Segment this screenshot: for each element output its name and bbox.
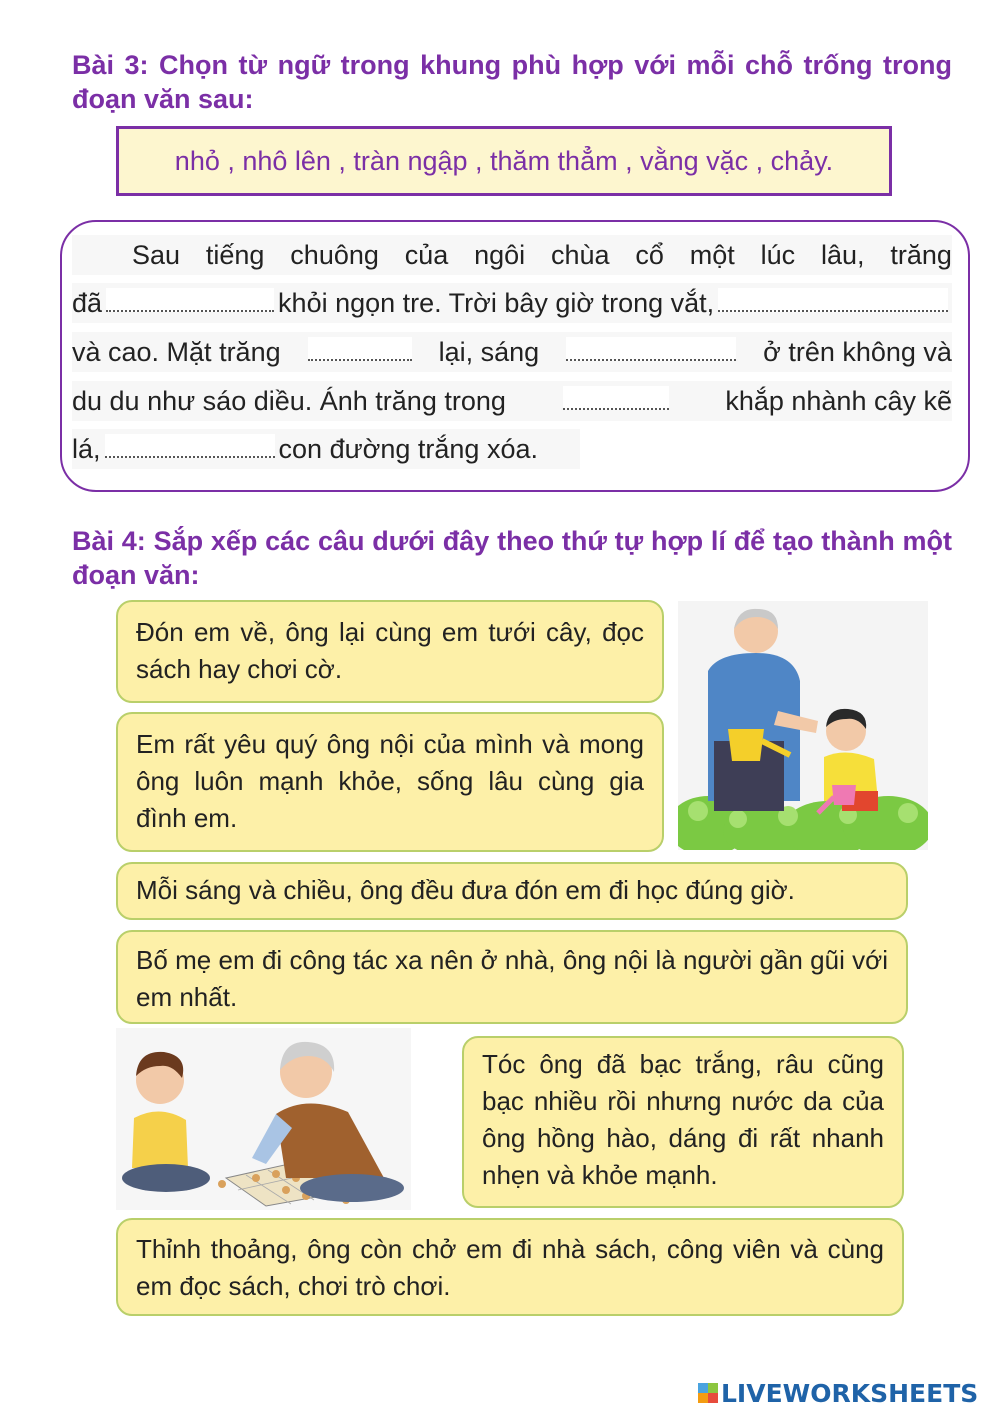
- passage-text: lá,: [72, 434, 101, 464]
- blank-4-input[interactable]: [566, 337, 736, 361]
- sentence-card[interactable]: [116, 930, 908, 1024]
- word: một: [689, 240, 735, 270]
- passage-text: con đường trắng xóa.: [278, 434, 538, 464]
- blank-1-input[interactable]: [106, 288, 274, 312]
- passage-text: khỏi ngọn tre. Trời bây giờ trong vắt,: [278, 288, 715, 318]
- grandpa-playing-chess-image: [116, 1028, 411, 1210]
- grandpa-watering-plants-image: [678, 601, 928, 850]
- exercise-3-heading: Bài 3: Chọn từ ngữ trong khung phù hợp với mỗi chỗ trống trong đoạn văn sau:: [72, 50, 952, 114]
- word-bank-text: nhỏ , nhô lên , tràn ngập , thăm thẳm , vằng vặc , chảy.: [174, 145, 834, 176]
- passage-text: du du như sáo diều. Ánh trăng trong: [72, 386, 506, 416]
- word: tiếng: [205, 240, 265, 270]
- sentence-card[interactable]: [116, 862, 908, 920]
- sentence-card[interactable]: [116, 1218, 904, 1316]
- word-bank-box: [116, 126, 892, 196]
- sentence-card[interactable]: [462, 1036, 904, 1208]
- word: chuông: [290, 240, 379, 270]
- word: chùa: [551, 240, 610, 270]
- exercise-4-heading: Bài 4: Sắp xếp các câu dưới đây theo thứ tự hợp lí để tạo thành một đoạn văn:: [72, 526, 952, 590]
- word: lúc: [760, 240, 796, 270]
- blank-3-input[interactable]: [308, 337, 412, 361]
- blank-6-input[interactable]: [105, 434, 275, 458]
- blank-2-input[interactable]: [718, 288, 948, 312]
- blank-5-input[interactable]: [563, 386, 669, 410]
- word: trăng: [890, 240, 952, 270]
- passage-line-2: [72, 283, 952, 323]
- passage-line-4: [72, 381, 952, 421]
- passage-text: ở trên không và: [763, 337, 952, 367]
- logo-mark-icon: [698, 1383, 718, 1403]
- sentence-text: Thỉnh thoảng, ông còn chở em đi nhà sách, công viên và cùng em đọc sách, chơi trò chơi.: [136, 1234, 884, 1301]
- passage-line-3: [72, 332, 952, 372]
- passage-line-5: [72, 429, 580, 469]
- word: cổ: [635, 240, 664, 270]
- passage-line-1: [72, 235, 952, 275]
- logo-text: LIVEWORKSHEETS: [721, 1378, 979, 1408]
- word: Sau: [132, 240, 181, 270]
- sentence-text: Bố mẹ em đi công tác xa nên ở nhà, ông nội là người gần gũi với em nhất.: [136, 945, 888, 1012]
- word: của: [404, 240, 449, 270]
- passage-text: lại, sáng: [438, 337, 540, 367]
- passage-text: và cao. Mặt trăng: [72, 337, 281, 367]
- sentence-text: Mỗi sáng và chiều, ông đều đưa đón em đi học đúng giờ.: [136, 875, 795, 905]
- word: lâu,: [821, 240, 865, 270]
- sentence-text: Em rất yêu quý ông nội của mình và mong ông luôn mạnh khỏe, sống lâu cùng gia đình em.: [136, 729, 644, 833]
- liveworksheets-logo: [698, 1378, 978, 1408]
- sentence-text: Tóc ông đã bạc trắng, râu cũng bạc nhiều rồi nhưng nước da của ông hồng hào, dáng đi rất nhanh nhẹn và khỏe mạnh.: [482, 1049, 884, 1190]
- sentence-card[interactable]: [116, 712, 664, 852]
- passage-text: khắp nhành cây kẽ: [725, 386, 952, 416]
- word: ngôi: [474, 240, 526, 270]
- passage-text: đã: [72, 288, 103, 318]
- sentence-card[interactable]: [116, 600, 664, 703]
- sentence-text: Đón em về, ông lại cùng em tưới cây, đọc sách hay chơi cờ.: [136, 617, 644, 684]
